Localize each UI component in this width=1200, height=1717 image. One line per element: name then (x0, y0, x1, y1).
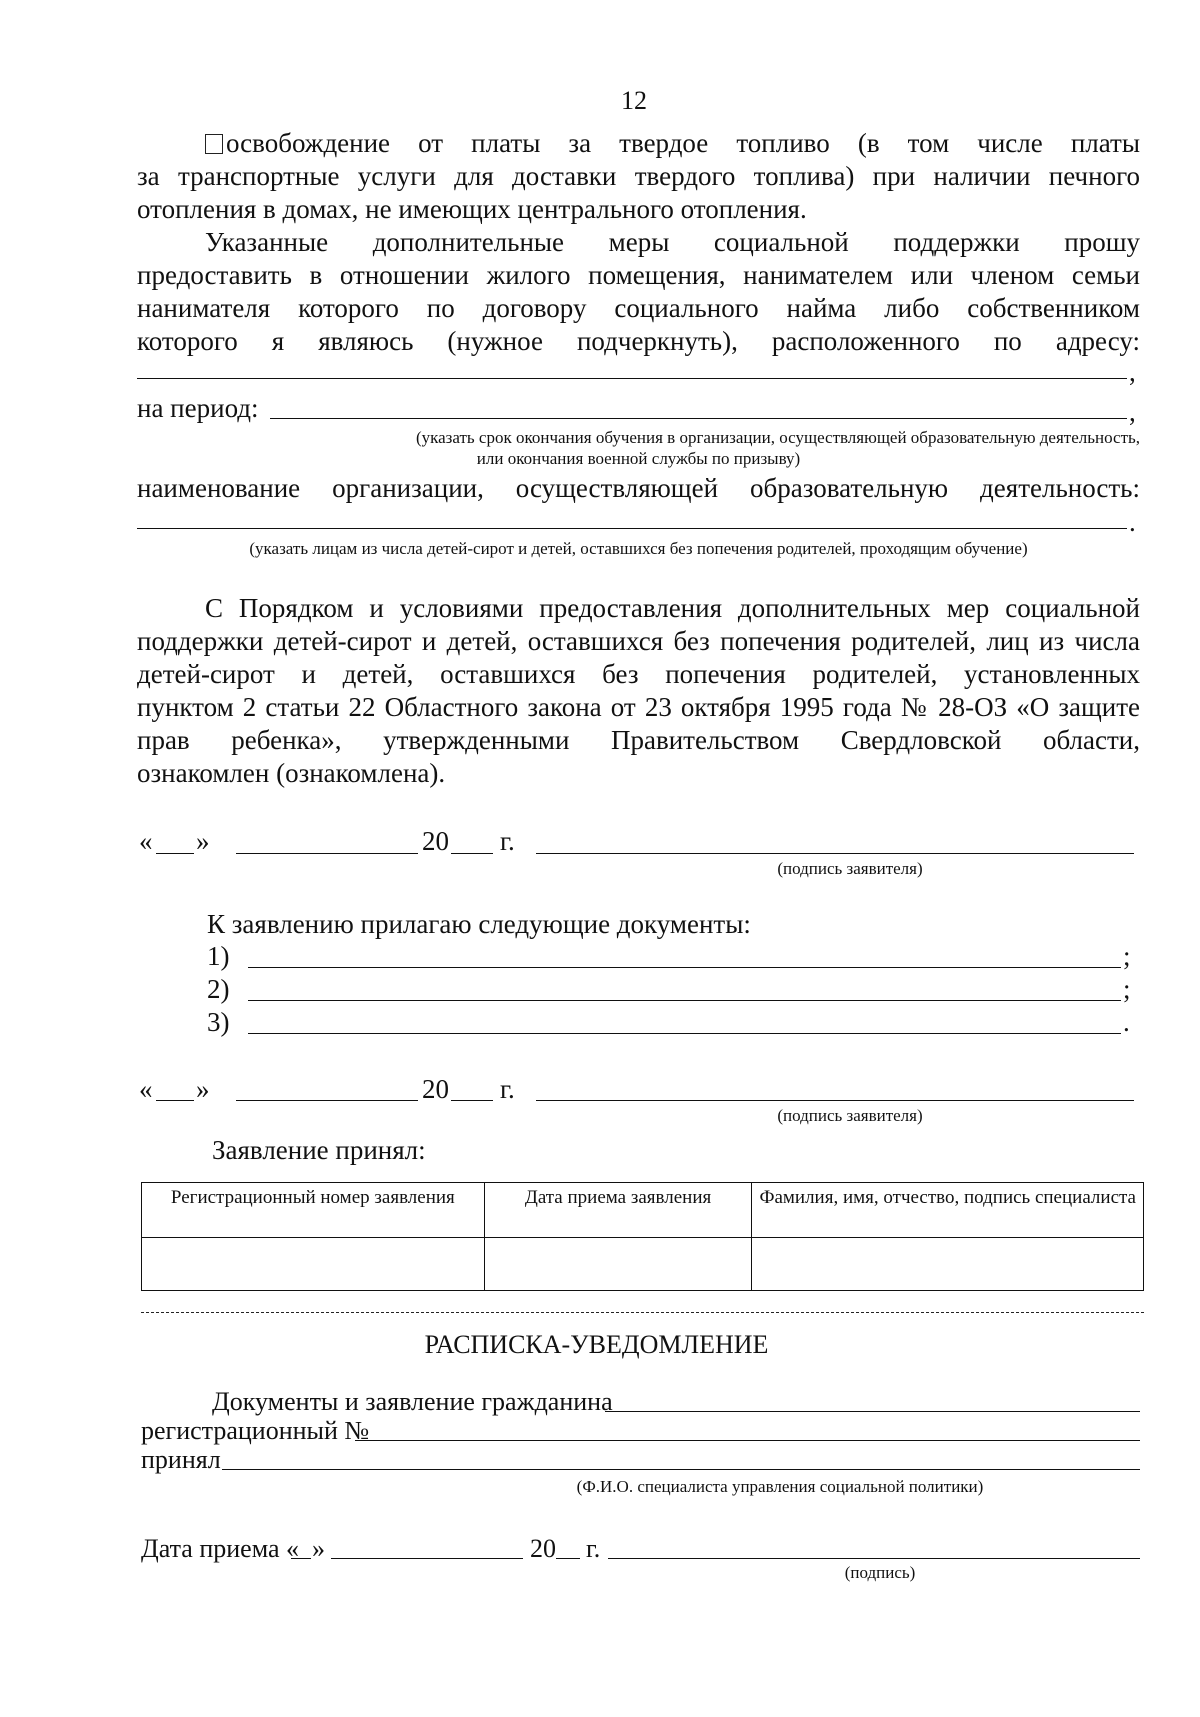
period-end-mark: , (1129, 397, 1136, 427)
request-line-3: нанимателя которого по договору социального найма либо собственником (137, 293, 1140, 323)
date-open-quote: « (139, 826, 153, 856)
attachment-number: 1) (207, 941, 230, 971)
receipt-year-blank[interactable] (556, 1558, 580, 1559)
table-header-row (142, 1183, 1144, 1238)
attachments-title: К заявлению прилагаю следующие документы: (207, 909, 751, 939)
year-blank[interactable] (451, 1100, 493, 1101)
attachment-number: 2) (207, 974, 230, 1004)
month-blank[interactable] (236, 853, 418, 854)
receipt-date-label: Дата приема « (141, 1534, 300, 1563)
receipt-day-blank[interactable] (291, 1558, 311, 1559)
org-label: наименование организации, осуществляющей образовательную деятельность: (137, 473, 1140, 503)
attachment-end-mark: ; (1123, 974, 1131, 1004)
ack-line-3: детей-сирот и детей, оставшихся без попечения родителей, установленных (137, 659, 1140, 689)
year-prefix: 20 (422, 826, 449, 856)
checkbox[interactable] (205, 134, 223, 154)
receipt-year-prefix: 20 (530, 1534, 556, 1563)
header-registration-number: Регистрационный номер заявления (142, 1183, 485, 1238)
specialist-name-blank[interactable] (222, 1469, 1140, 1470)
request-line-2: предоставить в отношении жилого помещения, нанимателем или членом семьи (137, 260, 1140, 290)
year-suffix: г. (500, 1074, 515, 1104)
signature-blank[interactable] (536, 1100, 1134, 1101)
ack-line-4: пунктом 2 статьи 22 Областного закона от 23 октября 1995 года № 28-ОЗ «О защите (137, 692, 1140, 722)
accepted-label: Заявление принял: (212, 1135, 426, 1165)
request-line-4: которого я являюсь (нужное подчеркнуть), расположенного по адресу: (137, 326, 1140, 356)
address-blank-line[interactable] (137, 378, 1127, 379)
org-blank-line[interactable] (137, 528, 1127, 529)
signature-hint: (подпись заявителя) (777, 859, 923, 878)
receipt-title: РАСПИСКА-УВЕДОМЛЕНИЕ (424, 1330, 769, 1359)
date-close-quote: » (196, 826, 210, 856)
receipt-month-blank[interactable] (331, 1558, 523, 1559)
date-open-quote: « (139, 1074, 153, 1104)
date-close-quote: » (196, 1074, 210, 1104)
org-hint: (указать лицам из числа детей-сирот и детей, оставшихся без попечения родителей, проходящим обучение) (249, 539, 1028, 558)
receipt-sign-hint: (подпись) (844, 1563, 916, 1582)
ack-line-1: С Порядком и условиями предоставления дополнительных мер социальной (205, 593, 1140, 623)
attachment-blank-line[interactable] (248, 1000, 1121, 1001)
year-suffix: г. (500, 826, 515, 856)
attachment-end-mark: . (1123, 1007, 1130, 1037)
receipt-date-close: » (312, 1534, 325, 1563)
cell-receipt-date[interactable] (484, 1238, 752, 1291)
receipt-docs-label: Документы и заявление гражданина (212, 1387, 613, 1416)
attachment-end-mark: ; (1123, 941, 1131, 971)
request-line-1: Указанные дополнительные меры социальной поддержки прошу (205, 227, 1140, 257)
table-row (142, 1238, 1144, 1291)
ack-line-6: ознакомлен (ознакомлена). (137, 758, 446, 788)
ack-line-5: прав ребенка», утвержденными Правительством Свердловской области, (137, 725, 1140, 755)
ack-line-2: поддержки детей-сирот и детей, оставшихся без попечения родителей, лиц из числа (137, 626, 1140, 656)
address-end-mark: , (1129, 357, 1136, 387)
receipt-reg-label: регистрационный № (141, 1416, 370, 1445)
citizen-name-blank[interactable] (605, 1411, 1140, 1412)
signature-blank[interactable] (536, 853, 1134, 854)
cell-registration-number[interactable] (142, 1238, 485, 1291)
period-blank-line[interactable] (270, 418, 1127, 419)
receipt-year-suffix: г. (586, 1534, 601, 1563)
period-hint-1: (указать срок окончания обучения в организации, осуществляющей образовательную деятельность, (415, 428, 1140, 447)
day-blank[interactable] (156, 1100, 194, 1101)
period-hint-2: или окончания военной службы по призыву) (476, 449, 801, 468)
receipt-accepted-label: принял (141, 1445, 221, 1474)
specialist-hint: (Ф.И.О. специалиста управления социальной политики) (576, 1477, 984, 1496)
registration-number-blank[interactable] (355, 1440, 1140, 1441)
period-label: на период: (137, 393, 259, 423)
page-number: 12 (621, 86, 647, 115)
cell-specialist-name[interactable] (752, 1238, 1144, 1291)
signature-hint: (подпись заявителя) (777, 1106, 923, 1125)
option-line-3: отопления в домах, не имеющих центрального отопления. (137, 194, 807, 224)
option-line-2: за транспортные услуги для доставки твердого топлива) при наличии печного (137, 161, 1140, 191)
attachment-number: 3) (207, 1007, 230, 1037)
attachment-blank-line[interactable] (248, 1033, 1121, 1034)
receipt-signature-blank[interactable] (608, 1558, 1140, 1559)
attachment-blank-line[interactable] (248, 967, 1121, 968)
header-specialist-name: Фамилия, имя, отчество, подпись специалиста (752, 1183, 1144, 1238)
day-blank[interactable] (156, 853, 194, 854)
year-prefix: 20 (422, 1074, 449, 1104)
month-blank[interactable] (236, 1100, 418, 1101)
option-line-1: освобождение от платы за твердое топливо (в том числе платы (205, 127, 1140, 160)
org-end-mark: . (1129, 507, 1136, 537)
header-receipt-date: Дата приема заявления (484, 1183, 752, 1238)
registration-table (141, 1182, 1144, 1291)
year-blank[interactable] (451, 853, 493, 854)
cut-line (141, 1312, 1144, 1313)
